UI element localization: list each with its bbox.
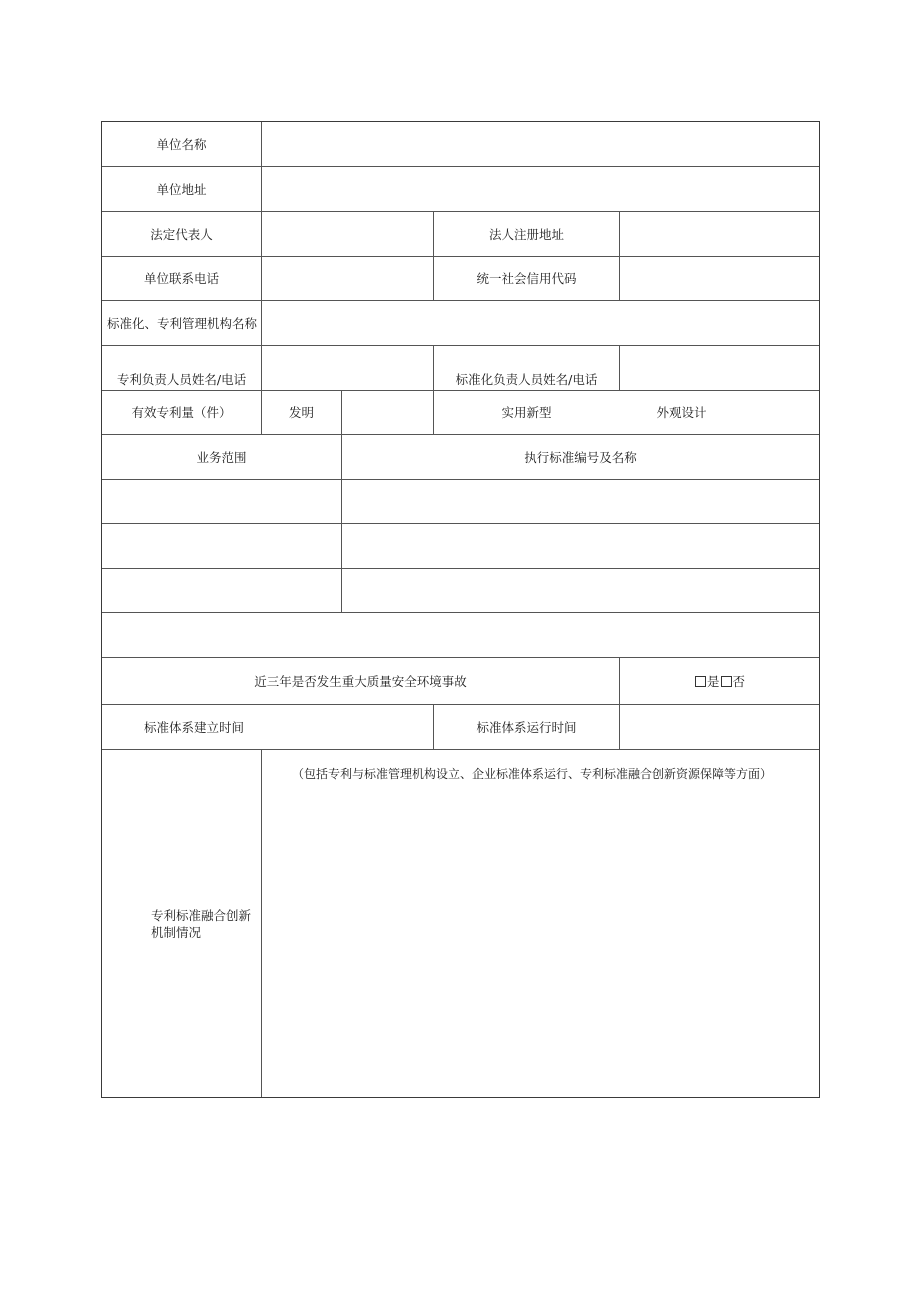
valid-patents-label: 有效专利量（件） bbox=[131, 405, 232, 420]
no-checkbox[interactable] bbox=[721, 676, 732, 687]
unit-address-label: 单位地址 bbox=[156, 181, 207, 197]
accident-answer-group bbox=[620, 658, 819, 704]
standard-cell[interactable] bbox=[342, 480, 819, 523]
standards-header: 执行标准编号及名称 bbox=[524, 449, 637, 465]
business-scope-cell[interactable] bbox=[102, 613, 341, 657]
credit-code-field[interactable] bbox=[620, 257, 819, 300]
unit-phone-field[interactable] bbox=[262, 257, 433, 300]
business-scope-header: 业务范围 bbox=[196, 449, 247, 465]
accident-question: 近三年是否发生重大质量安全环境事故 bbox=[254, 673, 467, 689]
invention-label: 发明 bbox=[288, 405, 314, 420]
unit-name-label: 单位名称 bbox=[156, 136, 207, 152]
unit-address-field[interactable] bbox=[262, 167, 819, 211]
design-label: 外观设计 bbox=[656, 405, 707, 420]
business-scope-cell[interactable] bbox=[102, 524, 341, 568]
business-scope-cell[interactable] bbox=[102, 569, 341, 612]
legal-reg-address-label: 法人注册地址 bbox=[488, 226, 564, 242]
invention-count-field[interactable] bbox=[342, 391, 433, 434]
patent-person-field[interactable] bbox=[262, 346, 433, 390]
mechanism-field[interactable] bbox=[262, 788, 819, 1096]
std-person-label: 标准化负责人员姓名/电话 bbox=[455, 372, 598, 387]
standard-cell[interactable] bbox=[342, 613, 819, 657]
row-divider bbox=[102, 749, 819, 750]
mgmt-org-name-label: 标准化、专利管理机构名称 bbox=[106, 315, 257, 331]
utility-model-label: 实用新型 bbox=[501, 405, 552, 420]
yes-checkbox[interactable] bbox=[695, 676, 706, 687]
std-person-field[interactable] bbox=[620, 346, 819, 390]
unit-phone-label: 单位联系电话 bbox=[143, 271, 219, 286]
std-system-running-label: 标准体系运行时间 bbox=[476, 719, 577, 735]
no-label: 否 bbox=[732, 673, 746, 689]
standard-cell[interactable] bbox=[342, 524, 819, 568]
credit-code-label: 统一社会信用代码 bbox=[476, 271, 577, 286]
application-form-table bbox=[101, 121, 820, 1098]
std-system-established-field[interactable] bbox=[342, 705, 433, 749]
mechanism-label: 专利标准融合创新机制情况 bbox=[151, 908, 252, 940]
legal-rep-field[interactable] bbox=[262, 212, 433, 256]
patent-person-label: 专利负责人员姓名/电话 bbox=[116, 372, 247, 387]
design-count-field[interactable] bbox=[743, 391, 819, 434]
yes-label: 是 bbox=[706, 673, 720, 689]
std-system-running-field[interactable] bbox=[620, 705, 819, 749]
legal-rep-label: 法定代表人 bbox=[150, 226, 213, 242]
standard-cell[interactable] bbox=[342, 569, 819, 612]
legal-reg-address-field[interactable] bbox=[620, 212, 819, 256]
business-scope-cell[interactable] bbox=[102, 480, 341, 523]
mechanism-hint: （包括专利与标准管理机构设立、企业标准体系运行、专利标准融合创新资源保障等方面） bbox=[292, 767, 773, 781]
std-system-established-label: 标准体系建立时间 bbox=[143, 719, 244, 735]
unit-name-field[interactable] bbox=[262, 122, 819, 166]
mgmt-org-name-field[interactable] bbox=[262, 301, 819, 345]
